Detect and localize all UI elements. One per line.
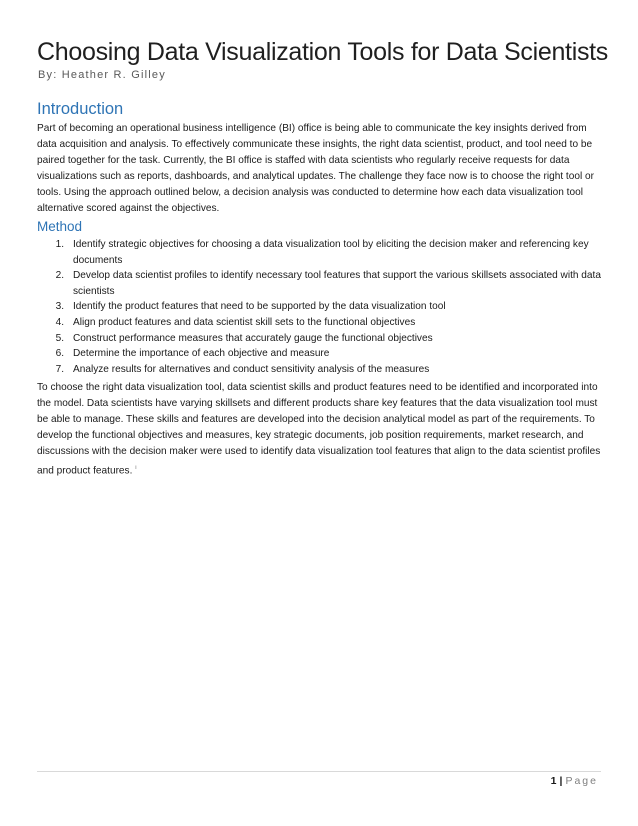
footnote-marker[interactable]: i — [135, 465, 137, 471]
step-text: Develop data scientist profiles to identify necessary tool features that support the various skillsets associated with data scientists — [73, 270, 601, 297]
page-number: 1 — [550, 775, 557, 787]
step-text: Identify strategic objectives for choosing a data visualization tool by eliciting the decision maker and referencing key documents — [73, 239, 589, 266]
list-item — [37, 299, 607, 315]
method-paragraph — [37, 380, 607, 479]
list-item — [37, 362, 607, 378]
step-text: Align product features and data scientist skill sets to the functional objectives — [73, 316, 416, 328]
step-text: Identify the product features that need to be supported by the data visualization tool — [73, 301, 446, 313]
list-item — [37, 237, 607, 268]
step-text: Construct performance measures that accurately gauge the functional objectives — [73, 332, 433, 344]
page-label: Page — [565, 775, 598, 787]
method-heading: Method — [37, 219, 83, 234]
document-title: Choosing Data Visualization Tools for Data Scientists — [37, 38, 608, 66]
list-item — [37, 268, 607, 299]
page-number-footer — [551, 775, 598, 787]
page-separator: | — [559, 775, 563, 787]
footer-divider — [37, 771, 601, 772]
step-number: 3. — [55, 301, 64, 313]
step-text: Determine the importance of each objective and measure — [73, 348, 330, 360]
list-item — [37, 346, 607, 362]
author-byline: By: Heather R. Gilley — [38, 69, 166, 81]
step-text: Analyze results for alternatives and conduct sensitivity analysis of the measures — [73, 363, 430, 375]
list-item — [37, 331, 607, 347]
introduction-heading: Introduction — [37, 100, 124, 118]
step-number: 4. — [55, 316, 64, 328]
step-number: 7. — [55, 363, 64, 375]
list-item — [37, 315, 607, 331]
step-number: 5. — [55, 332, 64, 344]
method-paragraph-text: To choose the right data visualization tool, data scientist skills and product features need to be identified and incorporated into the model. Data scientists have varying skillsets and different products share key features that the data visualization tool must be able to manage. These skills and features are developed into the decision analytical model as part of the requirements. To develop the functional objectives and measures, key strategic documents, job position requirements, market research, and discussions with the decision maker were used to identify data visualization tool features that align to the data scientist profiles and product features. — [37, 382, 601, 477]
step-number: 6. — [55, 348, 64, 360]
introduction-paragraph: Part of becoming an operational business intelligence (BI) office is being able to communicate the key insights derived from data acquisition and analysis. To effectively communicate these insights, the right data scientist, product, and tool need to be paired together for the task. Currently, the BI office is staffed with data scientists who regularly receive requests for data visualizations such as reports, dashboards, and analytical updates. The challenge they face now is to choose the right tool or tools. Using the approach outlined below, a decision analysis was conducted to determine how each data visualization tool alternative scored against the objectives. — [37, 123, 594, 214]
step-number: 2. — [55, 270, 64, 282]
step-number: 1. — [55, 239, 64, 250]
method-steps-list — [37, 237, 607, 377]
